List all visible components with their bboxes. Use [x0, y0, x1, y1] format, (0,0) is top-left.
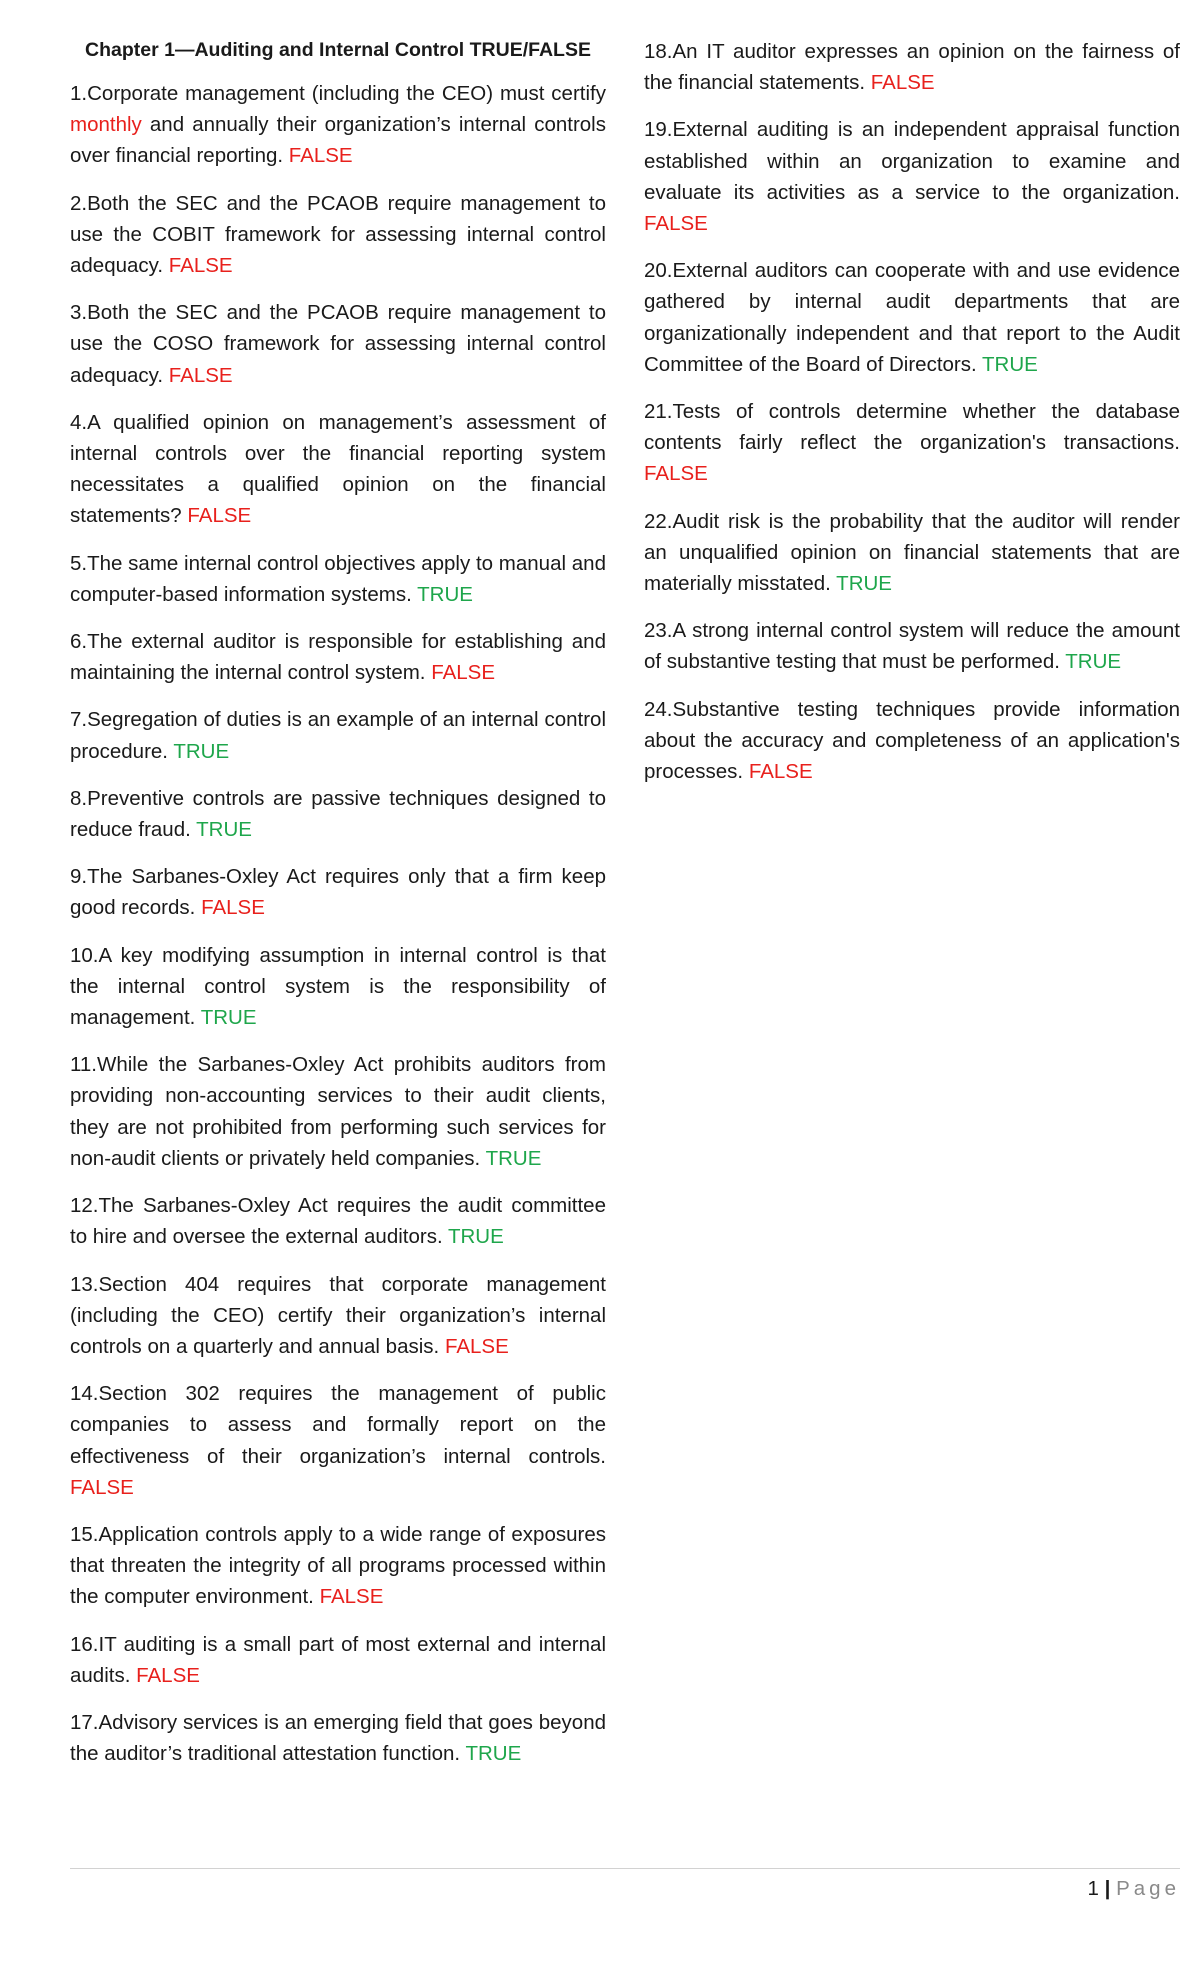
question-number: 9.	[70, 865, 88, 889]
question-text: Corporate management (including the CEO) must certify	[87, 82, 606, 105]
question-text: The Sarbanes-Oxley Act requires the audit committee to hire and oversee the external auditors.	[70, 1194, 606, 1249]
question-15	[70, 1519, 606, 1613]
question-text: External auditors can cooperate with and use evidence gathered by internal audit departments that are organizationally independent and that report to the Audit Committee of the Board of Directors.	[644, 259, 1180, 376]
answer-true: TRUE	[447, 1225, 504, 1249]
question-number: 5.	[70, 551, 88, 575]
question-3	[70, 297, 606, 391]
question-22	[644, 506, 1180, 600]
question-text: Both the SEC and the PCAOB require management to use the COBIT framework for assessing internal control adequacy.	[70, 191, 606, 278]
page-footer	[1088, 1874, 1180, 1904]
question-9	[70, 861, 606, 923]
answer-false: FALSE	[136, 1663, 200, 1687]
left-column	[70, 36, 606, 1785]
answer-true: TRUE	[982, 352, 1038, 376]
answer-true: TRUE	[173, 739, 230, 763]
answer-false: FALSE	[168, 254, 233, 278]
question-7	[70, 704, 606, 766]
question-number: 13.	[70, 1272, 99, 1296]
right-column	[644, 36, 1180, 1785]
answer-false: FALSE	[444, 1334, 509, 1358]
question-number: 24.	[644, 697, 673, 721]
question-19	[644, 114, 1180, 239]
question-2	[70, 188, 606, 282]
question-number: 12.	[70, 1194, 99, 1218]
question-text: Preventive controls are passive techniques designed to reduce fraud.	[70, 786, 606, 842]
question-number: 10.	[70, 943, 99, 967]
question-number: 14.	[70, 1382, 99, 1406]
answer-false: FALSE	[70, 1475, 134, 1499]
question-text: While the Sarbanes-Oxley Act prohibits auditors from providing non-accounting services to their audit clients, they are not prohibited from performing such services for non-audit clients or privately held companies.	[70, 1053, 606, 1170]
question-number: 19.	[644, 118, 673, 142]
question-14	[70, 1378, 606, 1503]
answer-false: FALSE	[644, 212, 708, 236]
question-text: A strong internal control system will reduce the amount of substantive testing that must be performed.	[644, 619, 1180, 674]
question-text: External auditing is an independent appraisal function established within an organization to examine and evaluate its activities as a service to the organization.	[644, 118, 1180, 204]
question-12	[70, 1190, 606, 1252]
question-number: 4.	[70, 410, 88, 434]
question-18	[644, 36, 1180, 98]
question-21	[644, 396, 1180, 490]
answer-false: FALSE	[870, 71, 935, 95]
question-24	[644, 694, 1180, 788]
answer-false: FALSE	[168, 363, 233, 387]
question-16	[70, 1629, 606, 1691]
question-number: 23.	[644, 619, 673, 643]
question-number: 11.	[70, 1053, 97, 1077]
answer-true: TRUE	[836, 572, 892, 596]
page-number: 1	[1087, 1877, 1099, 1900]
question-text: The same internal control objectives apply to manual and computer-based information systems.	[70, 551, 606, 606]
question-23	[644, 615, 1180, 677]
question-text: Section 302 requires the management of public companies to assess and formally report on the effectiveness of their organization’s internal controls.	[70, 1382, 606, 1468]
question-20	[644, 255, 1180, 380]
answer-false: FALSE	[187, 504, 252, 528]
answer-false: FALSE	[319, 1585, 384, 1609]
answer-true: TRUE	[196, 818, 252, 842]
question-1	[70, 78, 606, 172]
question-number: 15.	[70, 1522, 99, 1546]
answer-false: FALSE	[288, 144, 353, 168]
highlighted-word: monthly	[70, 113, 142, 137]
question-number: 6.	[70, 630, 88, 654]
question-number: 2.	[70, 191, 88, 215]
question-number: 21.	[644, 400, 673, 424]
question-text: A key modifying assumption in internal control is that the internal control system is the responsibility of management.	[70, 943, 606, 1030]
page-title: Chapter 1—Auditing and Internal Control TRUE/FALSE	[85, 39, 591, 61]
question-10	[70, 940, 606, 1034]
question-text: The external auditor is responsible for establishing and maintaining the internal control system.	[70, 630, 606, 685]
question-17	[70, 1707, 606, 1769]
question-number: 22.	[644, 509, 673, 533]
question-text: Both the SEC and the PCAOB require management to use the COSO framework for assessing internal control adequacy.	[70, 301, 606, 387]
question-11	[70, 1049, 606, 1174]
question-number: 1.	[70, 82, 88, 105]
question-text: and annually their organization’s internal controls over financial reporting.	[70, 113, 606, 168]
question-text: Application controls apply to a wide range of exposures that threaten the integrity of all programs processed within the computer environment.	[70, 1522, 606, 1609]
question-text: Advisory services is an emerging field that goes beyond the auditor’s traditional attestation function.	[70, 1710, 606, 1766]
question-number: 8.	[70, 786, 88, 810]
answer-false: FALSE	[201, 896, 265, 920]
question-text: Segregation of duties is an example of an internal control procedure.	[70, 708, 606, 763]
question-4	[70, 407, 606, 532]
answer-false: FALSE	[748, 760, 813, 784]
question-text: IT auditing is a small part of most external and internal audits.	[70, 1632, 606, 1687]
question-text: Tests of controls determine whether the database contents fairly reflect the organization's transactions.	[644, 400, 1180, 455]
answer-true: TRUE	[200, 1006, 257, 1030]
question-text: An IT auditor expresses an opinion on the fairness of the financial statements.	[644, 40, 1180, 95]
answer-true: TRUE	[465, 1742, 522, 1766]
question-6	[70, 626, 606, 688]
question-8	[70, 783, 606, 845]
question-text: Audit risk is the probability that the auditor will render an unqualified opinion on financial statements that are materially misstated.	[644, 509, 1180, 596]
question-13	[70, 1269, 606, 1363]
footer-divider	[70, 1868, 1180, 1869]
question-text: The Sarbanes-Oxley Act requires only that a firm keep good records.	[70, 865, 606, 920]
answer-true: TRUE	[1065, 650, 1122, 674]
answer-true: TRUE	[417, 582, 473, 606]
question-number: 20.	[644, 259, 673, 283]
question-text: Substantive testing techniques provide information about the accuracy and completeness of an application's processes.	[644, 697, 1180, 784]
question-number: 16.	[70, 1632, 99, 1656]
answer-false: FALSE	[431, 661, 496, 685]
question-5	[70, 548, 606, 610]
question-number: 7.	[70, 708, 88, 732]
answer-true: TRUE	[485, 1146, 542, 1170]
question-text: Section 404 requires that corporate management (including the CEO) certify their organization’s internal controls on a quarterly and annual basis.	[70, 1272, 606, 1358]
page-label: Page	[1116, 1877, 1180, 1900]
question-number: 3.	[70, 301, 88, 325]
footer-separator: |	[1104, 1877, 1111, 1900]
question-text: A qualified opinion on management’s assessment of internal controls over the financial reporting system necessitates a qualified opinion on the financial statements?	[70, 410, 606, 528]
answer-false: FALSE	[644, 462, 708, 486]
question-number: 17.	[70, 1710, 99, 1734]
two-column-layout	[70, 36, 1180, 1785]
question-number: 18.	[644, 40, 673, 63]
